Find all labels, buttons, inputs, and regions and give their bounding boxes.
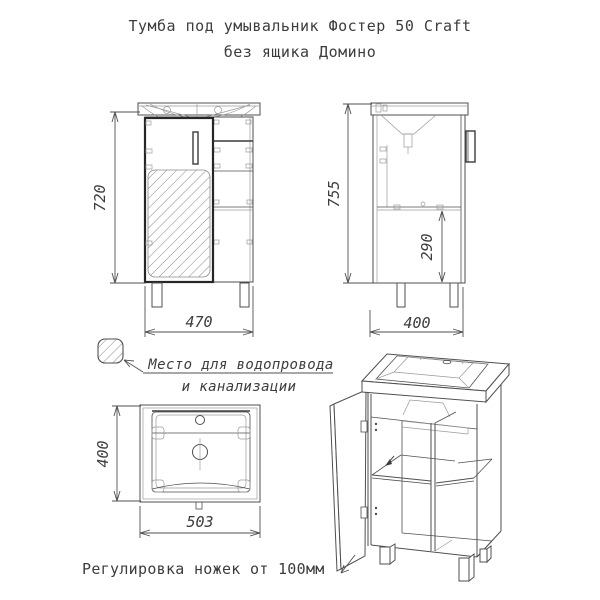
side-sink-top [371, 103, 468, 115]
title-line2: без ящика Домино [223, 43, 377, 61]
legend [98, 339, 334, 395]
top-depth-dimension [94, 406, 141, 501]
iso-door-hinge-bottom [361, 507, 367, 518]
drawing-title [128, 17, 471, 61]
iso-sink-top [362, 354, 509, 402]
footnote-text: Регулировка ножек от 100мм [82, 560, 325, 578]
iso-divider [431, 412, 456, 551]
iso-open-door [330, 390, 366, 571]
side-door-handle [466, 131, 475, 162]
front-view [91, 103, 260, 337]
front-height-label: 720 [91, 184, 109, 212]
side-height-dimension [325, 104, 373, 283]
legend-text-line1: Место для водопровода [148, 357, 334, 373]
side-legs [397, 283, 458, 307]
top-depth-label: 400 [94, 440, 112, 468]
front-width-label: 470 [185, 313, 213, 331]
front-plumbing-zone-hatch [148, 170, 210, 277]
front-door-handle [193, 132, 198, 164]
footnote [82, 555, 355, 578]
iso-view [330, 354, 509, 581]
front-height-dimension [91, 112, 146, 283]
side-height-label: 755 [325, 180, 343, 208]
title-line1: Тумба под умывальник Фостер 50 Craft [128, 17, 472, 35]
hatch-legend-icon [98, 339, 123, 363]
iso-door-hinge [361, 421, 367, 432]
side-depth-label: 400 [403, 314, 431, 332]
top-width-label: 503 [186, 513, 214, 531]
iso-shelf-left [372, 455, 455, 484]
top-view [94, 405, 260, 538]
top-width-dimension [140, 506, 260, 538]
side-shelf-label: 290 [418, 233, 436, 261]
front-legs [152, 283, 249, 307]
iso-shelf-right [436, 459, 492, 486]
side-depth-dimension [370, 287, 463, 337]
drain-stub [196, 502, 202, 509]
legend-text-line2: и канализации [181, 379, 297, 395]
side-view [325, 103, 475, 337]
